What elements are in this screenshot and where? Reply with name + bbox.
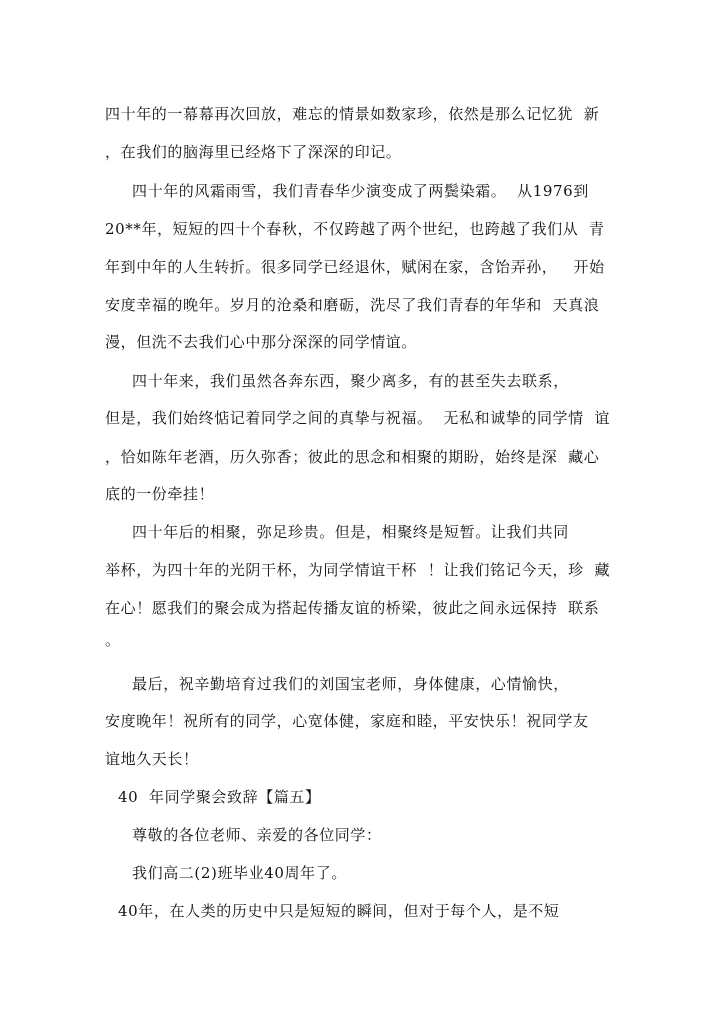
text-line: 四十年来，我们虽然各奔东西，聚少离多，有的甚至失去联系， [132, 372, 569, 390]
text-line: 尊敬的各位老师、亲爱的各位同学： [132, 826, 382, 844]
text-line: 年到中年的人生转折。很多同学已经退休，赋闲在家，含饴弄孙， 开始 [105, 258, 605, 276]
text-line: 。 [105, 631, 121, 649]
text-line: 漫，但洗不去我们心中那分深深的同学情谊。 [105, 333, 418, 351]
text-line: 我们高二(2)班毕业40周年了。 [132, 864, 347, 882]
text-line: 底的一份牵挂！ [105, 485, 215, 503]
text-line: 四十年的一幕幕再次回放，难忘的情景如数家珍，依然是那么记忆犹 新 [105, 105, 600, 123]
text-line: 安度幸福的晚年。岁月的沧桑和磨砺，洗尽了我们青春的年华和 天真浪 [105, 296, 600, 314]
text-line: 但是，我们始终惦记着同学之间的真挚与祝福。 无私和诚挚的同学情 谊 [105, 409, 611, 427]
text-line: 举杯，为四十年的光阴干杯，为同学情谊干杯 ！让我们铭记今天，珍 藏 [105, 561, 611, 579]
section-heading: 40 年同学聚会致辞【篇五】 [118, 788, 321, 806]
text-line: 四十年后的相聚，弥足珍贵。但是，相聚终是短暂。让我们共同 [132, 523, 569, 541]
text-line: 20**年，短短的四十个春秋，不仅跨越了两个世纪，也跨越了我们从 青 [105, 220, 605, 238]
text-line: 在心！愿我们的聚会成为搭起传播友谊的桥梁，彼此之间永远保持 联系 [105, 599, 600, 617]
text-line: ，在我们的脑海里已经烙下了深深的印记。 [105, 143, 402, 161]
text-line: 安度晚年！祝所有的同学，心宽体健，家庭和睦，平安快乐！祝同学友 [105, 712, 589, 730]
text-line: ，恰如陈年老酒，历久弥香；彼此的思念和相聚的期盼，始终是深 藏心 [105, 448, 600, 466]
text-line: 最后，祝辛勤培育过我们的刘国宝老师，身体健康，心情愉快， [132, 675, 569, 693]
text-line: 四十年的风霜雨雪，我们青春华少演变成了两鬓染霜。 从1976到 [132, 182, 589, 200]
text-line: 40年，在人类的历史中只是短短的瞬间，但对于每个人，是不短 [118, 902, 560, 920]
text-line: 谊地久天长！ [105, 750, 199, 768]
